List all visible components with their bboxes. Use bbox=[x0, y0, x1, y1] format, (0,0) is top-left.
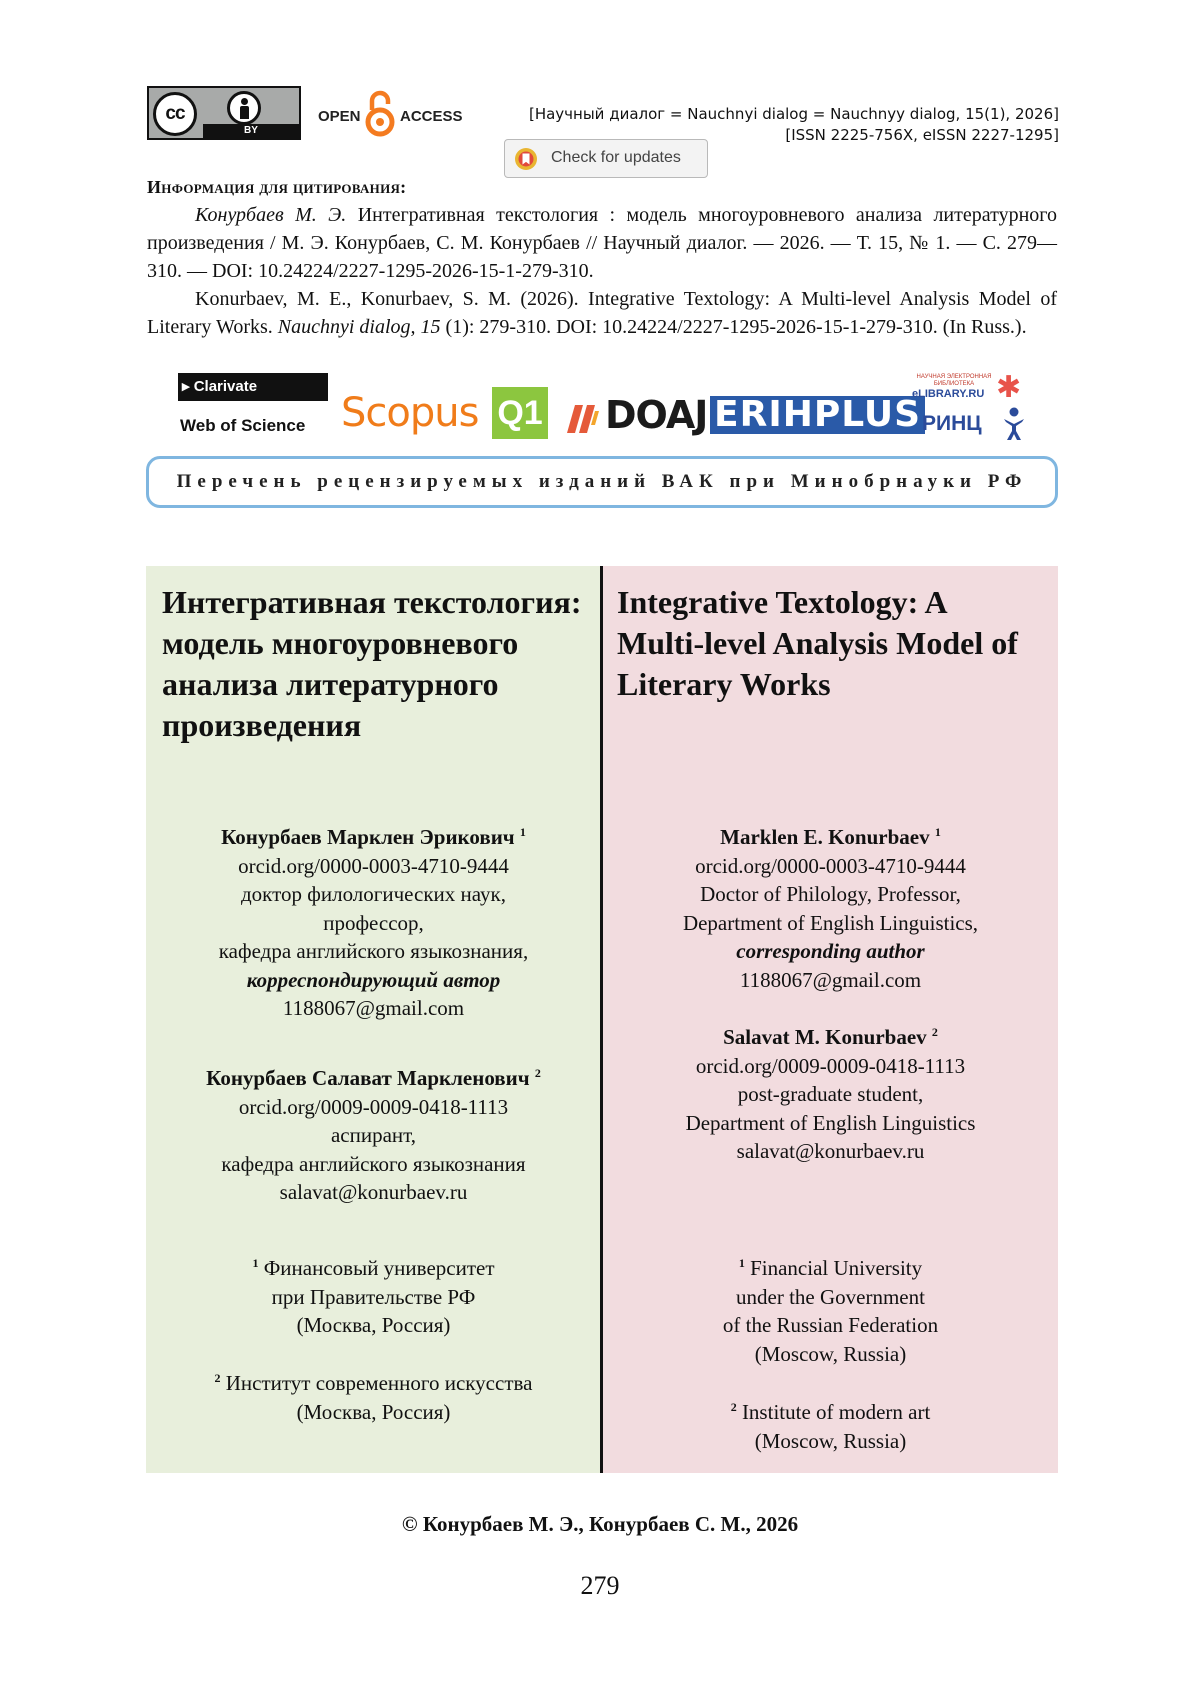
by-label: BY bbox=[203, 124, 299, 138]
author-department: кафедра английского языкознания, bbox=[218, 939, 529, 963]
affiliation1-ru bbox=[146, 1254, 601, 1340]
author-email[interactable]: 1188067@gmail.com bbox=[282, 996, 465, 1020]
affiliation1-en bbox=[603, 1254, 1058, 1368]
citation-ru-author: Конурбаев М. Э. bbox=[195, 204, 347, 226]
affiliation-sup: 2 bbox=[534, 1066, 541, 1080]
affiliation-name: Institute of modern art bbox=[741, 1400, 931, 1424]
article-title-en: Integrative Textology: A Multi-level Analysis Model of Literary Works bbox=[617, 584, 1018, 702]
author-email[interactable]: salavat@konurbaev.ru bbox=[736, 1139, 925, 1163]
author2-en bbox=[603, 1023, 1058, 1166]
author-department: Department of English Linguistics, bbox=[682, 910, 979, 935]
journal-line: [Научный диалог = Nauchnyi dialog = Nauchnyy dialog, 15(1), 2026] bbox=[528, 105, 1059, 123]
author-email[interactable]: salavat@konurbaev.ru bbox=[279, 1180, 468, 1204]
author1-en bbox=[603, 823, 1058, 994]
check-for-updates-label: Check for updates bbox=[551, 149, 681, 166]
page-number: 279 bbox=[580, 1571, 620, 1600]
affiliation-location: (Moscow, Russia) bbox=[754, 1428, 907, 1453]
scopus-logo: Scopus bbox=[341, 390, 479, 436]
author-name: Marklen E. Konurbaev bbox=[720, 825, 930, 849]
bookmark-icon bbox=[514, 147, 538, 171]
affiliation2-en bbox=[603, 1398, 1058, 1455]
copyright-line: © Конурбаев М. Э., Конурбаев С. М., 2026 bbox=[401, 1512, 799, 1536]
author-degree: доктор филологических наук, bbox=[240, 882, 506, 906]
affiliation-name: Финансовый университет bbox=[263, 1256, 495, 1280]
citation-heading: Информация для цитирования: bbox=[147, 177, 407, 197]
affiliation-sup: 2 bbox=[214, 1371, 221, 1385]
vak-banner: Перечень рецензируемых изданий ВАК при Минобрнауки РФ bbox=[146, 456, 1058, 508]
web-of-science-label: Web of Science bbox=[180, 416, 306, 435]
affiliation-sup: 2 bbox=[931, 1025, 938, 1039]
open-label: OPEN bbox=[318, 108, 361, 125]
affiliation-location: (Moscow, Russia) bbox=[754, 1341, 907, 1366]
elibrary-caption: НАУЧНАЯ ЭЛЕКТРОННАЯ БИБЛИОТЕКА bbox=[916, 374, 992, 387]
q1-badge: Q1 bbox=[492, 387, 548, 439]
doaj-mark-icon bbox=[565, 401, 601, 435]
corresponding-author-label: corresponding author bbox=[736, 939, 925, 963]
clarivate-label: Clarivate bbox=[193, 378, 258, 395]
affiliation-location: (Москва, Россия) bbox=[296, 1313, 451, 1337]
affiliation-location: (Москва, Россия) bbox=[296, 1399, 451, 1424]
corresponding-author-label: корреспондирующий автор bbox=[246, 967, 501, 992]
author-department: Department of English Linguistics bbox=[685, 1110, 976, 1135]
russian-column bbox=[146, 566, 601, 1473]
rinc-label: РИНЦ bbox=[922, 412, 982, 435]
english-column bbox=[603, 566, 1058, 1473]
citation-en-tail: (1): 279-310. DOI: 10.24224/2227-1295-2026-15-1-279-310. (In Russ.). bbox=[440, 316, 1027, 338]
elibrary-name: eLIBRARY.RU bbox=[912, 388, 985, 400]
erihplus-logo: ERIHPLUS bbox=[710, 396, 925, 434]
affiliation-line: of the Russian Federation bbox=[722, 1313, 939, 1337]
citation-russian bbox=[147, 201, 1057, 285]
affiliation-sup: 2 bbox=[730, 1400, 737, 1414]
article-title-ru: Интегративная текстология: модель многоуровневого анализа литературного произведения bbox=[162, 584, 582, 743]
affiliation-name: Институт современного искусства bbox=[225, 1371, 533, 1395]
author-position: профессор, bbox=[323, 910, 424, 935]
open-access-lock-icon bbox=[363, 88, 397, 138]
affiliation-name: Financial University bbox=[750, 1256, 923, 1280]
author2-ru bbox=[146, 1064, 601, 1207]
author-name: Salavat M. Konurbaev bbox=[723, 1025, 927, 1049]
asterisk-icon: ✱ bbox=[996, 370, 1022, 405]
author1-ru bbox=[146, 823, 601, 1023]
person-icon bbox=[1002, 407, 1026, 441]
author-name: Конурбаев Салават Маркленович bbox=[206, 1066, 530, 1090]
affiliation-sup: 1 bbox=[738, 1256, 745, 1270]
author-position: аспирант, bbox=[330, 1123, 417, 1147]
affiliation-line: under the Government bbox=[736, 1284, 925, 1309]
cc-by-license-badge[interactable] bbox=[147, 86, 301, 140]
affiliation-sup: 1 bbox=[252, 1256, 259, 1270]
clarivate-logo: ▸ Clarivate bbox=[178, 373, 328, 401]
orcid-link[interactable]: orcid.org/0000-0003-4710-9444 bbox=[695, 853, 966, 878]
access-label: ACCESS bbox=[400, 108, 463, 125]
issn-line: [ISSN 2225-756X, eISSN 2227-1295] bbox=[785, 126, 1059, 144]
author-position: post-graduate student, bbox=[737, 1082, 924, 1106]
author-name: Конурбаев Марклен Эрикович bbox=[221, 825, 515, 849]
affiliation-line: при Правительстве РФ bbox=[271, 1284, 476, 1309]
affiliation2-ru bbox=[146, 1369, 601, 1426]
doaj-logo: DOAJ bbox=[605, 393, 708, 437]
open-access-logo bbox=[318, 88, 463, 140]
orcid-link[interactable]: orcid.org/0000-0003-4710-9444 bbox=[238, 853, 509, 878]
affiliation-sup: 1 bbox=[934, 825, 941, 839]
author-degree: Doctor of Philology, Professor, bbox=[700, 882, 961, 906]
citation-en-text: Konurbaev, M. E., Konurbaev, S. M. (2026). Integrative Textology: A Multi-level Analysis Model of Literary Works. bbox=[147, 288, 1057, 338]
citation-ru-text: Интегративная текстология : модель многоуровневого анализа литературного произведения / М. Э. Конурбаев, С. М. Конурбаев // Научный диалог. — 2026. — Т. 15, № 1. — С. 279—310. — DOI: 10.24224/2227-1295-2026-15-1-279-310. bbox=[147, 204, 1057, 282]
citation-english bbox=[147, 285, 1057, 341]
elibrary-rinc-logo bbox=[910, 370, 1030, 444]
affiliation-sup: 1 bbox=[519, 825, 526, 839]
citation-en-journal: Nauchnyi dialog, 15 bbox=[277, 316, 441, 338]
attribution-icon bbox=[227, 91, 261, 125]
orcid-link[interactable]: orcid.org/0009-0009-0418-1113 bbox=[238, 1094, 509, 1119]
cc-icon: cc bbox=[153, 92, 197, 136]
orcid-link[interactable]: orcid.org/0009-0009-0418-1113 bbox=[695, 1053, 966, 1078]
check-for-updates-button[interactable] bbox=[504, 139, 708, 178]
author-department: кафедра английского языкознания bbox=[221, 1151, 526, 1176]
author-email[interactable]: 1188067@gmail.com bbox=[739, 967, 922, 992]
